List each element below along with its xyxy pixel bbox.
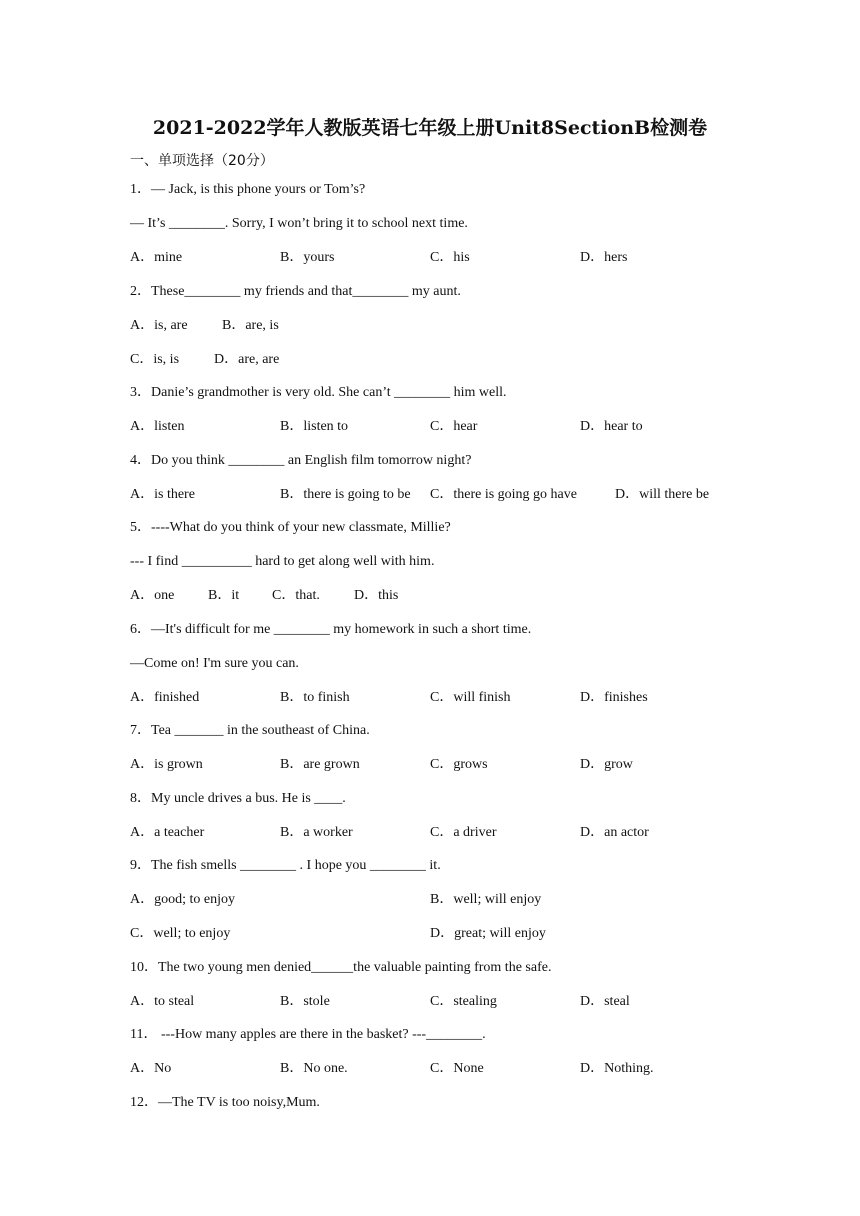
- question-6-option-c: C．will finish: [430, 690, 511, 705]
- question-10-option-b: B．stole: [280, 994, 330, 1009]
- question-8-option-d: D．an actor: [580, 825, 649, 840]
- question-11-option-c: C．None: [430, 1061, 484, 1076]
- question-2-option-d: D．are, are: [214, 352, 280, 367]
- question-3-option-b: B．listen to: [280, 419, 349, 434]
- question-5-line-2: --- I find __________ hard to get along well with him.: [130, 554, 435, 569]
- question-3-option-c: C．hear: [430, 419, 478, 434]
- question-4-option-d: D．will there be: [615, 487, 710, 502]
- question-7-option-d: D．grow: [580, 757, 633, 772]
- question-6-line-2: —Come on! I'm sure you can.: [130, 656, 299, 671]
- exam-title: 2021-2022学年人教版英语七年级上册Unit8SectionB检测卷: [152, 117, 708, 139]
- question-9-option-c: C．well; to enjoy: [130, 926, 231, 941]
- question-5-stem: 5．----What do you think of your new classmate, Millie?: [130, 520, 451, 535]
- question-4-stem: 4．Do you think ________ an English film tomorrow night?: [130, 453, 472, 468]
- question-8-option-a: A．a teacher: [130, 825, 205, 840]
- question-10-stem: 10．The two young men denied______the valuable painting from the safe.: [130, 960, 552, 975]
- question-10-option-a: A．to steal: [130, 994, 195, 1009]
- question-12-stem: 12．—The TV is too noisy,Mum.: [130, 1095, 320, 1110]
- question-6-option-b: B．to finish: [280, 690, 350, 705]
- question-1-line-2: — It’s ________. Sorry, I won’t bring it to school next time.: [130, 216, 468, 231]
- question-10-option-c: C．stealing: [430, 994, 497, 1009]
- question-2-option-a: A．is, are: [130, 318, 188, 333]
- question-7-option-b: B．are grown: [280, 757, 360, 772]
- question-11-option-d: D．Nothing.: [580, 1061, 654, 1076]
- section-heading: 一、单项选择（20分）: [130, 153, 274, 169]
- question-7-option-a: A．is grown: [130, 757, 203, 772]
- question-1-option-a: A．mine: [130, 250, 183, 265]
- question-4-option-a: A．is there: [130, 487, 195, 502]
- question-3-stem: 3．Danie’s grandmother is very old. She can’t ________ him well.: [130, 385, 507, 400]
- question-1-option-c: C．his: [430, 250, 470, 265]
- question-7-option-c: C．grows: [430, 757, 488, 772]
- question-5-option-d: D．this: [354, 588, 399, 603]
- question-7-stem: 7．Tea _______ in the southeast of China.: [130, 723, 370, 738]
- question-8-stem: 8．My uncle drives a bus. He is ____.: [130, 791, 346, 806]
- question-5-option-c: C．that.: [272, 588, 320, 603]
- question-8-option-b: B．a worker: [280, 825, 353, 840]
- question-6-stem: 6．—It's difficult for me ________ my homework in such a short time.: [130, 622, 532, 637]
- question-1-stem: 1．— Jack, is this phone yours or Tom’s?: [130, 182, 366, 197]
- question-4-option-c: C．there is going go have: [430, 487, 577, 502]
- question-5-option-b: B．it: [208, 588, 240, 603]
- question-1-option-d: D．hers: [580, 250, 628, 265]
- question-6-option-a: A．finished: [130, 690, 200, 705]
- question-2-stem: 2．These________ my friends and that________ my aunt.: [130, 284, 461, 299]
- question-11-stem: 11． ---How many apples are there in the basket? ---________.: [130, 1027, 486, 1042]
- question-3-option-d: D．hear to: [580, 419, 643, 434]
- question-9-stem: 9．The fish smells ________ . I hope you ________ it.: [130, 858, 441, 873]
- question-9-option-d: D．great; will enjoy: [430, 926, 546, 941]
- question-9-option-b: B．well; will enjoy: [430, 892, 542, 907]
- question-1-option-b: B．yours: [280, 250, 335, 265]
- question-8-option-c: C．a driver: [430, 825, 497, 840]
- question-4-option-b: B．there is going to be: [280, 487, 411, 502]
- question-3-option-a: A．listen: [130, 419, 185, 434]
- question-11-option-b: B．No one.: [280, 1061, 348, 1076]
- question-2-option-b: B．are, is: [222, 318, 279, 333]
- question-10-option-d: D．steal: [580, 994, 630, 1009]
- question-11-option-a: A．No: [130, 1061, 172, 1076]
- question-2-option-c: C．is, is: [130, 352, 180, 367]
- question-5-option-a: A．one: [130, 588, 175, 603]
- question-9-option-a: A．good; to enjoy: [130, 892, 235, 907]
- question-6-option-d: D．finishes: [580, 690, 648, 705]
